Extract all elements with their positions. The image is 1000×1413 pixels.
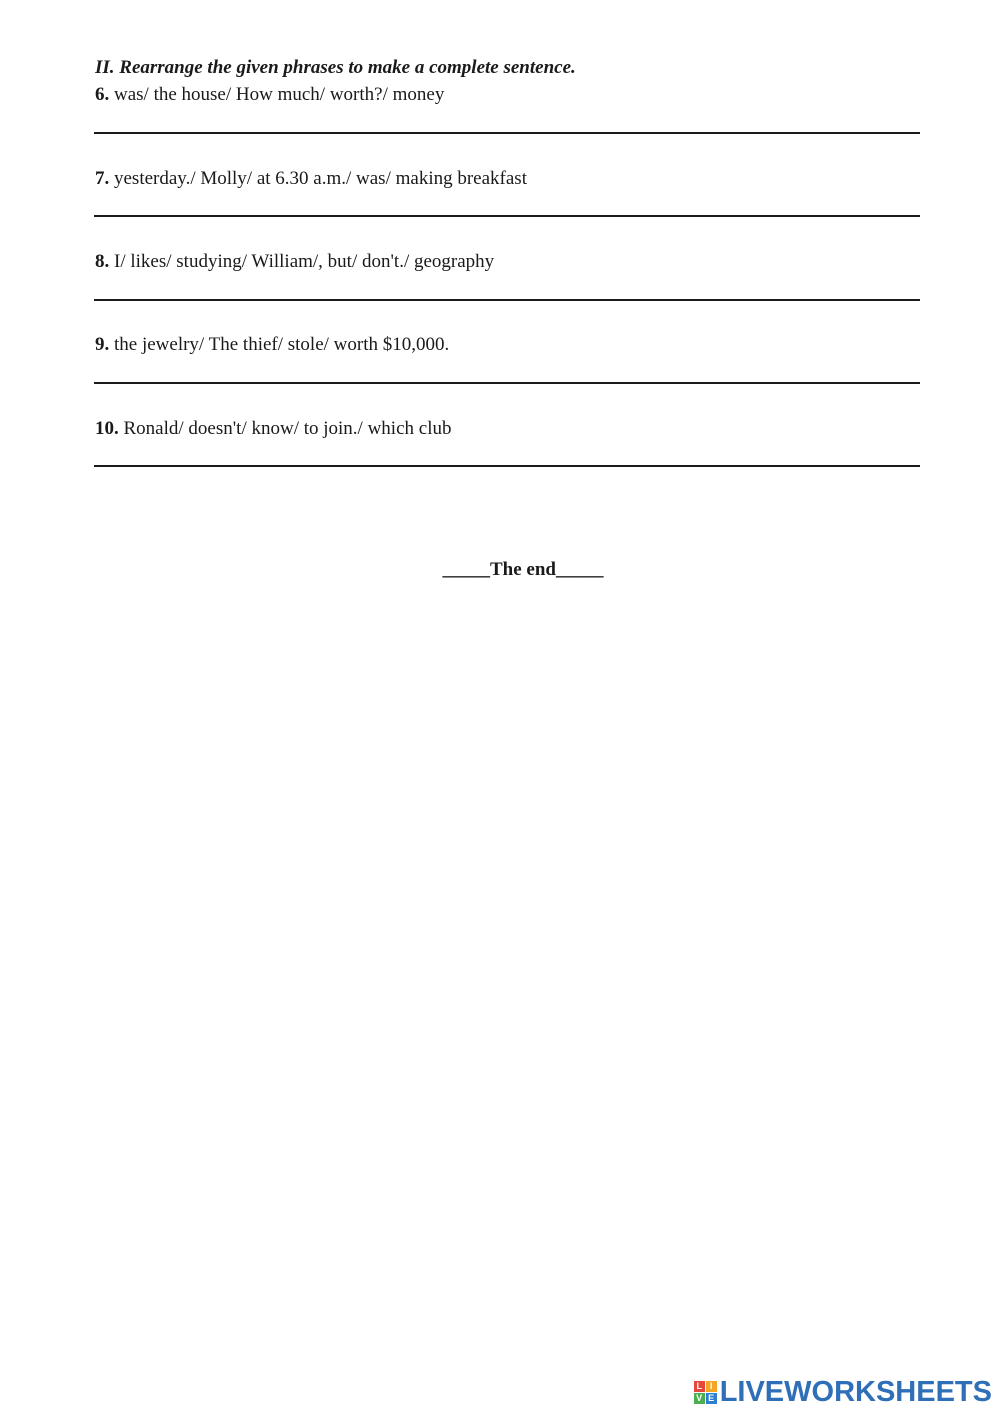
logo-tile-v: V (694, 1393, 705, 1404)
question-text: Ronald/ doesn't/ know/ to join./ which club (118, 418, 452, 439)
question-8 (95, 251, 494, 273)
question-7 (95, 168, 527, 190)
question-text: the jewelry/ The thief/ stole/ worth $10,000. (109, 334, 450, 355)
question-number: 9. (95, 334, 110, 355)
question-number: 7. (95, 168, 110, 189)
liveworksheets-logo (694, 1374, 992, 1410)
question-number: 8. (95, 251, 110, 272)
question-text: yesterday./ Molly/ at 6.30 a.m./ was/ making breakfast (109, 168, 527, 189)
question-text: I/ likes/ studying/ William/, but/ don't./ geography (109, 251, 495, 272)
question-10 (95, 418, 451, 440)
logo-grid-icon (694, 1381, 717, 1404)
answer-line-6[interactable] (94, 132, 920, 134)
logo-text: LIVEWORKSHEETS (719, 1376, 992, 1408)
section-heading: II. Rearrange the given phrases to make a complete sentence. (95, 57, 576, 78)
question-number: 10. (95, 418, 119, 439)
end-marker-text: _____The end_____ (442, 559, 604, 580)
answer-line-8[interactable] (94, 299, 920, 301)
end-marker (0, 559, 1000, 581)
answer-line-9[interactable] (94, 382, 920, 384)
question-text: was/ the house/ How much/ worth?/ money (109, 84, 445, 105)
question-9 (95, 334, 449, 356)
question-number: 6. (95, 84, 110, 105)
logo-tile-l: L (694, 1381, 705, 1392)
logo-tile-e: E (706, 1393, 717, 1404)
answer-line-7[interactable] (94, 215, 920, 217)
answer-line-10[interactable] (94, 465, 920, 467)
question-6 (95, 84, 444, 106)
logo-tile-i: I (706, 1381, 717, 1392)
